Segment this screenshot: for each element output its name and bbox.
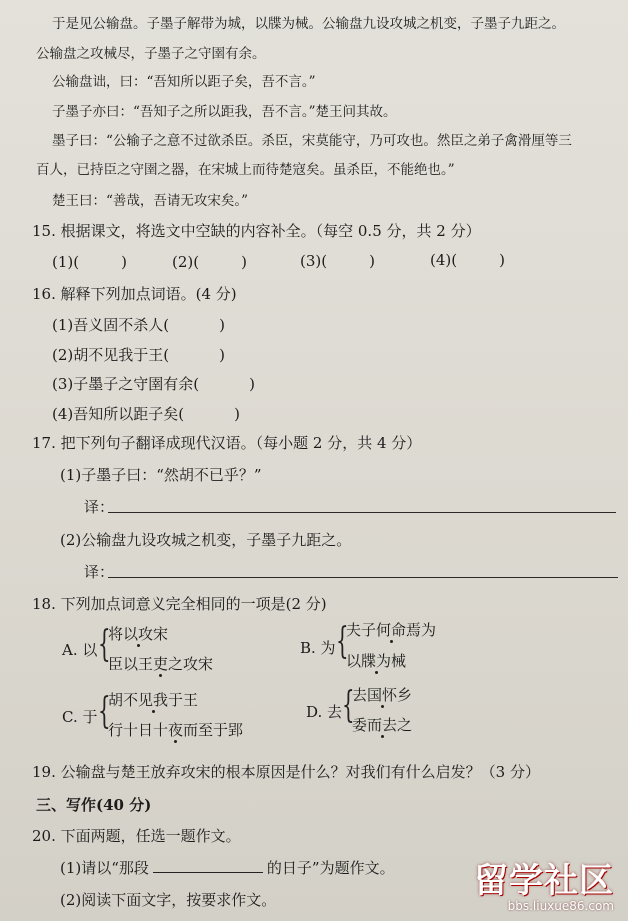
- q18-option-a-label[interactable]: A. 以: [62, 641, 98, 659]
- passage-line-6: 百人，已持臣之守圉之器，在宋城上而待楚寇矣。虽杀臣，不能绝也。”: [36, 162, 455, 178]
- q19-stem: 19. 公输盘与楚王放弃攻宋的根本原因是什么？对我们有什么启发？（3 分）: [32, 763, 540, 781]
- q17-answer-line-2[interactable]: [108, 577, 618, 578]
- q18-option-a-top: 将以攻宋: [108, 625, 169, 643]
- watermark-logo: [474, 863, 614, 913]
- watermark-main: 留学社区: [474, 861, 614, 901]
- q20-option-1: (1)请以“那段 的日子”为题作文。: [60, 859, 395, 877]
- q15-blank-1[interactable]: (1)( ): [52, 253, 127, 271]
- q18-option-b-top: 夫子何命焉为: [346, 621, 437, 639]
- q17-translate-label-2: 译：: [84, 563, 115, 581]
- q17-sentence-2: (2)公输盘九设攻城之机变，子墨子九距之。: [60, 531, 352, 549]
- watermark-url: bbs.liuxue86.com: [507, 899, 614, 913]
- passage-line-2: 公输盘之攻械尽，子墨子之守圉有余。: [36, 46, 266, 62]
- section-3-title: 三、写作(40 分): [36, 796, 152, 814]
- q18-option-c-label[interactable]: C. 于: [62, 708, 98, 726]
- q18-option-d-bottom: 委而去之: [352, 716, 413, 734]
- q16-item-3[interactable]: (3)子墨子之守圉有余( ): [52, 375, 255, 393]
- q15-blank-3[interactable]: (3)( ): [300, 252, 375, 270]
- q15-blank-4[interactable]: (4)( ): [430, 251, 505, 269]
- q20-option-2: (2)阅读下面文字，按要求作文。: [60, 891, 277, 909]
- q18-option-d-top: 去国怀乡: [352, 686, 413, 704]
- q18-option-a-bottom: 臣以王吏之攻宋: [108, 655, 214, 673]
- q16-item-2[interactable]: (2)胡不见我于王( ): [52, 346, 225, 364]
- q17-answer-line-1[interactable]: [108, 512, 616, 513]
- q17-stem: 17. 把下列句子翻译成现代汉语。（每小题 2 分，共 4 分）: [32, 434, 422, 452]
- q18-option-d-label[interactable]: D. 去: [306, 703, 343, 721]
- q18-option-c-brace: {: [98, 691, 111, 732]
- q18-option-d-brace: {: [342, 685, 355, 726]
- passage-line-7: 楚王曰：“善哉，吾请无攻宋矣。”: [52, 193, 249, 209]
- q18-option-b-bottom: 以牒为械: [346, 652, 407, 670]
- q17-translate-label-1: 译：: [84, 498, 115, 516]
- q18-option-c-top: 胡不见我于王: [108, 691, 199, 709]
- q15-blank-2[interactable]: (2)( ): [172, 253, 247, 271]
- passage-line-3: 公输盘诎，曰：“吾知所以距子矣，吾不言。”: [52, 74, 316, 90]
- q20-stem: 20. 下面两题，任选一题作文。: [32, 827, 241, 845]
- q18-option-b-label[interactable]: B. 为: [300, 639, 336, 657]
- q18-option-a-brace: {: [98, 624, 111, 665]
- passage-line-1: 于是见公输盘。子墨子解带为城，以牒为械。公输盘九设攻城之机变，子墨子九距之。: [52, 16, 565, 32]
- q15-stem: 15. 根据课文，将选文中空缺的内容补全。（每空 0.5 分，共 2 分）: [32, 222, 481, 240]
- passage-line-5: 墨子曰：“公输子之意不过欲杀臣。杀臣，宋莫能守，乃可攻也。然臣之弟子禽滑厘等三: [52, 133, 572, 149]
- q16-item-4[interactable]: (4)吾知所以距子矣( ): [52, 405, 240, 423]
- q18-stem: 18. 下列加点词意义完全相同的一项是(2 分): [32, 595, 327, 613]
- q18-option-b-brace: {: [336, 621, 349, 662]
- q16-item-1[interactable]: (1)吾义固不杀人( ): [52, 316, 225, 334]
- q18-option-c-bottom: 行十日十夜而至于郢: [108, 721, 244, 739]
- q17-sentence-1: (1)子墨子曰：“然胡不已乎？”: [60, 466, 262, 484]
- q20-title-blank[interactable]: [153, 858, 263, 873]
- q16-stem: 16. 解释下列加点词语。(4 分): [32, 285, 237, 303]
- passage-line-4: 子墨子亦曰：“吾知子之所以距我，吾不言。”楚王问其故。: [52, 104, 397, 120]
